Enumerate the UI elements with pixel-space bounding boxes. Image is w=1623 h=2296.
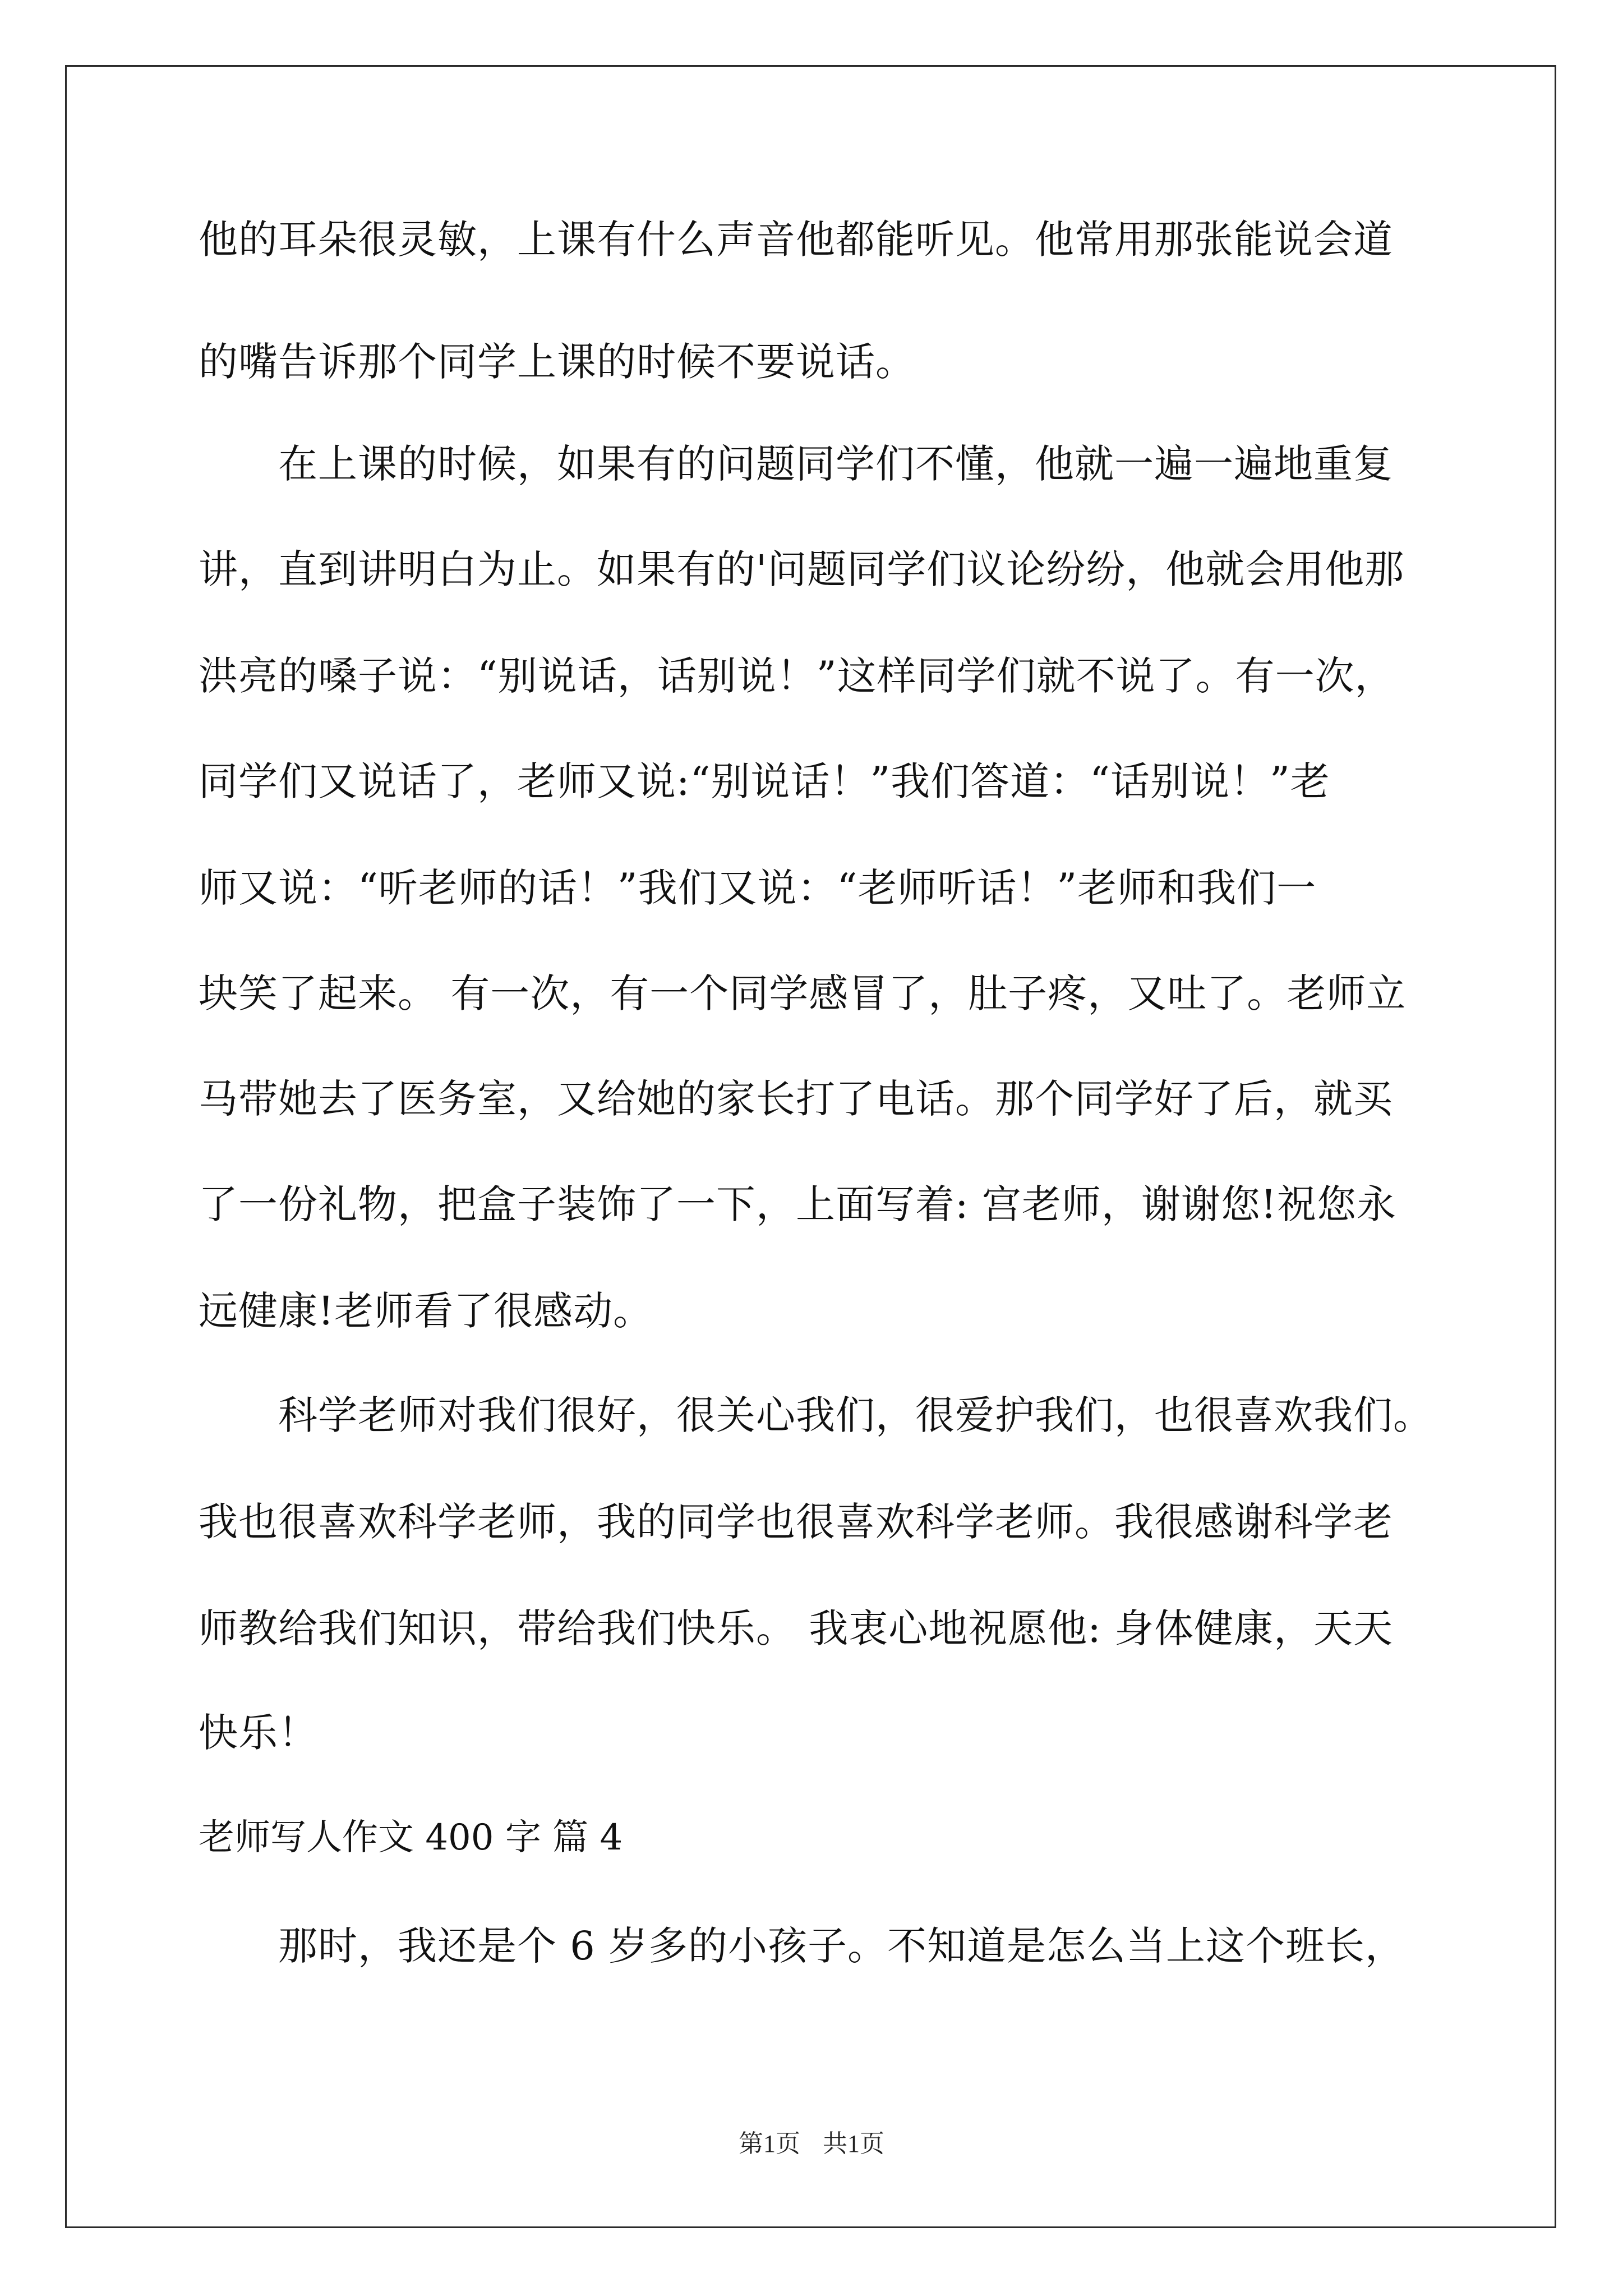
section-heading: 老师写人作文 400 字 篇 4 (199, 1817, 623, 1858)
page-footer (0, 2132, 1623, 2156)
page-number-total: 共1页 (823, 2130, 884, 2157)
text-line: 那时，我还是个 6 岁多的小孩子。不知道是怎么当上这个班长， (278, 1923, 1405, 1969)
text-line: 我也很喜欢科学老师，我的同学也很喜欢科学老师。我很感谢科学老 (199, 1499, 1393, 1545)
text-line: 同学们又说话了，老师又说:“别说话！”我们答道：“话别说！”老 (199, 758, 1330, 804)
page-number-current: 第1页 (739, 2130, 800, 2157)
text-line: 科学老师对我们很好，很关心我们，很爱护我们，也很喜欢我们。 (278, 1392, 1433, 1438)
text-line: 在上课的时候，如果有的问题同学们不懂，他就一遍一遍地重复 (278, 441, 1393, 487)
text-line: 师又说：“听老师的话！”我们又说：“老师听话！”老师和我们一 (199, 865, 1317, 911)
text-line: 快乐！ (199, 1710, 318, 1756)
text-line: 块笑了起来。 有一次，有一个同学感冒了，肚子疼，又吐了。老师立 (199, 970, 1407, 1016)
page-border (65, 65, 1556, 2228)
text-line: 他的耳朵很灵敏，上课有什么声音他都能听见。他常用那张能说会道 (199, 217, 1393, 263)
text-line: 了一份礼物，把盒子装饰了一下，上面写着: 宫老师，谢谢您!祝您永 (199, 1181, 1396, 1227)
text-line: 的嘴告诉那个同学上课的时候不要说话。 (199, 339, 915, 385)
text-line: 讲，直到讲明白为止。如果有的'问题同学们议论纷纷，他就会用他那 (199, 546, 1405, 592)
text-line: 远健康!老师看了很感动。 (199, 1288, 653, 1334)
text-line: 师教给我们知识，带给我们快乐。 我衷心地祝愿他: 身体健康，天天 (199, 1605, 1394, 1651)
text-line: 马带她去了医务室，又给她的家长打了电话。那个同学好了后，就买 (199, 1076, 1393, 1122)
text-line: 洪亮的嗓子说：“别说话，话别说！”这样同学们就不说了。有一次， (199, 653, 1395, 699)
